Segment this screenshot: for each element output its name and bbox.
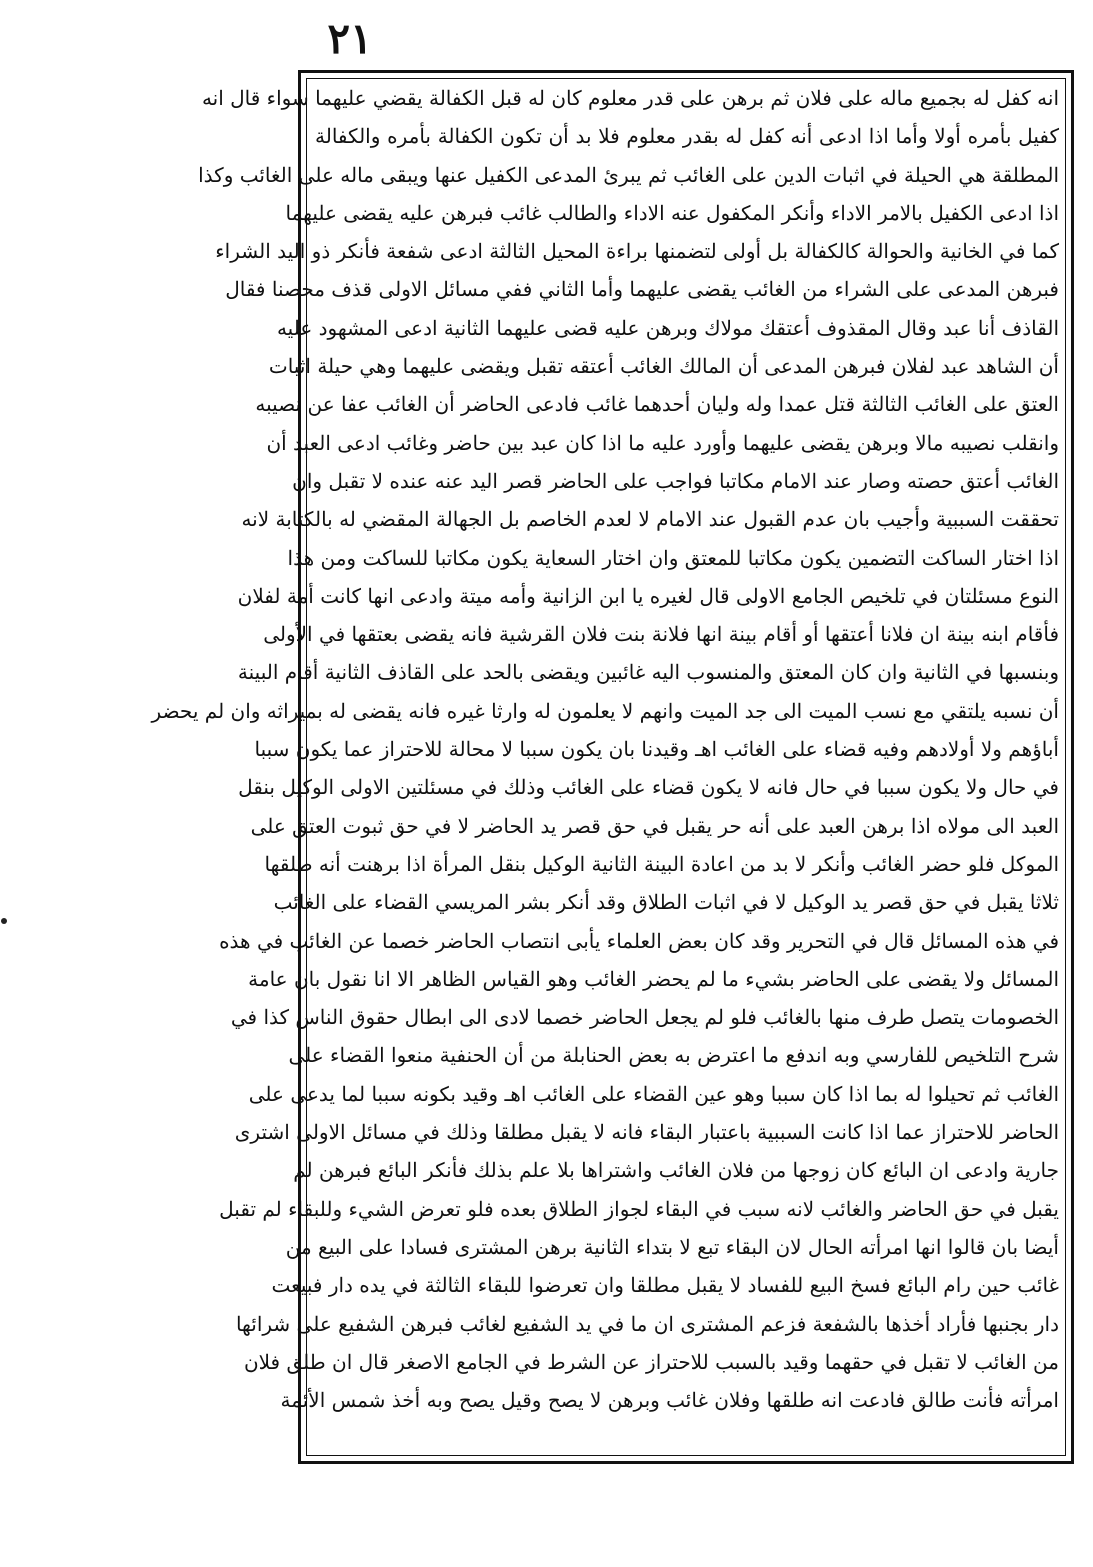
text-line: المطلقة هي الحيلة في اثبات الدين على الغائب ثم يبرئ المدعى الكفيل عنها ويبقى ماله على الغائب وكذا [198, 162, 1059, 187]
text-line: فبرهن المدعى على الشراء من الغائب يقضى عليهما وأما الثاني ففي مسائل الاولى قذف محصنا فقال [225, 277, 1059, 302]
text-line: تحققت السببية وأجيب بان عدم القبول عند الامام لا لعدم الخاصم بل الجهالة المقضي له بالكتابة لانه [241, 507, 1059, 532]
text-line: الغائب ثم تحيلوا له بما اذا كان سببا وهو عين القضاء على الغائب اهـ وقيد بكونه سببا لما يدعى على [248, 1081, 1059, 1106]
text-line: امرأته فأنت طالق فادعت انه طلقها وفلان غائب وبرهن لا يصح وقيل يصح وبه أخذ شمس الأئمة [280, 1388, 1059, 1413]
text-line: الخصومات يتصل طرف منها بالغائب فلو لم يجعل الحاضر خصما لادى الى ابطال حقوق الناس كذا في [230, 1005, 1059, 1030]
text-line: كما في الخانية والحوالة كالكفالة بل أولى لتضمنها براءة المحيل الثالثة ادعى شفعة فأنكر ذو اليد الشراء [215, 239, 1059, 264]
text-line: في هذه المسائل قال في التحرير وقد كان بعض العلماء يأبى انتصاب الحاضر خصما عن الغائب في هذه [219, 928, 1059, 953]
text-line: ثلاثا يقبل في حق قصر يد الوكيل لا في اثبات الطلاق وقد أنكر بشر المريسي القضاء على الغائب [273, 890, 1059, 915]
text-line: في حال ولا يكون سببا في حال فانه لا يكون قضاء على الغائب وذلك في مسئلتين الاولى الوكيل بنقل [238, 775, 1059, 800]
text-line: اذا اختار الساكت التضمين يكون مكاتبا للمعتق وان اختار السعاية يكون مكاتبا للساكت ومن هذا [287, 545, 1059, 570]
text-line: العتق على الغائب الثالثة قتل عمدا وله وليان أحدهما غائب فادعى الحاضر أن الغائب عفا عن نصيبه [255, 392, 1059, 417]
text-line: الموكل فلو حضر الغائب وأنكر لا بد من اعادة البينة الثانية الوكيل بنقل المرأة اذا برهنت أنه طلقها [264, 851, 1059, 876]
text-line: القاذف أنا عبد وقال المقذوف أعتقك مولاك وبرهن عليه قضى عليهما الثانية ادعى المشهود عليه [276, 315, 1059, 340]
text-line: أن نسبه يلتقي مع نسب الميت الى جد الميت وانهم لا يعلمون له وارثا غيره فانه يقضى له بميراثه وان لم يحضر [151, 698, 1059, 723]
text-line: جارية وادعى ان البائع كان زوجها من فلان الغائب واشتراها بلا علم بذلك فأنكر البائع فبرهن لم [293, 1158, 1059, 1183]
text-line: شرح التلخيص للفارسي وبه اندفع ما اعترض به بعض الحنابلة من أن الحنفية منعوا القضاء على [288, 1043, 1059, 1068]
text-line: كفيل بأمره أولا وأما اذا ادعى أنه كفل له بقدر معلوم فلا بد أن تكون الكفالة بأمره والكفالة [315, 124, 1059, 149]
text-line: العبد الى مولاه اذا برهن العبد على أنه حر يقبل في حق قصر يد الحاضر لا في حق ثبوت العتق على [250, 813, 1059, 838]
body-text [151, 79, 1059, 1419]
text-line: غائب حين رام البائع فسخ البيع للفساد لا يقبل مطلقا وان تعرضوا للبقاء الثالثة في يده دار فبيعت [271, 1273, 1059, 1298]
text-line: اذا ادعى الكفيل بالامر الاداء وأنكر المكفول عنه الاداء والطالب غائب فبرهن عليه يقضى عليهما [285, 200, 1059, 225]
text-line: أيضا بان قالوا انها امرأته الحال لان البقاء تبع لا بتداء الثانية برهن المشترى فسادا على البيع من [285, 1234, 1059, 1259]
text-line: يقبل في حق الحاضر والغائب لانه سبب في البقاء لجواز الطلاق بعده فلو تعرض الشيء وللبقاء لم تقبل [219, 1196, 1059, 1221]
text-line: انه كفل له بجميع ماله على فلان ثم برهن على قدر معلوم كان له قبل الكفالة يقضي عليهما سواء قال انه [201, 86, 1059, 110]
page-number: ٢١ [327, 14, 373, 63]
text-line: فأقام ابنه بينة ان فلانا أعتقها أو أقام بينة انها فلانة بنت فلان القرشية فانه يقضى بعتقها في الأولى [263, 622, 1059, 647]
text-line: وبنسبها في الثانية وان كان المعتق والمنسوب اليه غائبين ويقضى بالحد على القاذف الثانية أقام البينة [237, 660, 1059, 685]
text-frame [151, 70, 1074, 1464]
text-line: الحاضر للاحتراز عما اذا كانت السببية باعتبار البقاء فانه لا يقبل مطلقا وذلك في مسائل الاولى اشترى [234, 1120, 1059, 1145]
text-line: وانقلب نصيبه مالا وبرهن يقضى عليهما وأورد عليه ما اذا كان عبد بين حاضر وغائب ادعى العبد أن [266, 430, 1059, 455]
text-line: دار بجنبها فأراد أخذها بالشفعة فزعم المشترى ان ما في يد الشفيع لغائب فبرهن الشفيع على شرائها [235, 1311, 1059, 1336]
text-line: من الغائب لا تقبل في حقهما وقيد بالسبب للاحتراز عن الشرط في الجامع الاصغر قال ان طلق فلان [243, 1349, 1059, 1374]
text-line: أباؤهم ولا أولادهم وفيه قضاء على الغائب اهـ وقيدنا بان يكون سببا لا محالة للاحتراز عما يكون سببا [254, 737, 1059, 762]
text-line: المسائل ولا يقضى على الحاضر بشيء ما لم يحضر الغائب وهو القياس الظاهر الا انا نقول بان عامة [248, 966, 1059, 991]
text-line: الغائب أعتق حصته وصار عند الامام مكاتبا فواجب على الحاضر قصر اليد عنه عنده لا تقبل وان [292, 468, 1059, 493]
margin-ink-dot [1, 918, 7, 924]
text-line: النوع مسئلتان في تلخيص الجامع الاولى قال لغيره يا ابن الزانية وأمه ميتة وادعى انها كانت أمة لفلان [237, 583, 1059, 608]
text-line: أن الشاهد عبد لفلان فبرهن المدعى أن المالك الغائب أعتقه تقبل ويقضى عليهما وهي حيلة اثبات [268, 354, 1059, 379]
